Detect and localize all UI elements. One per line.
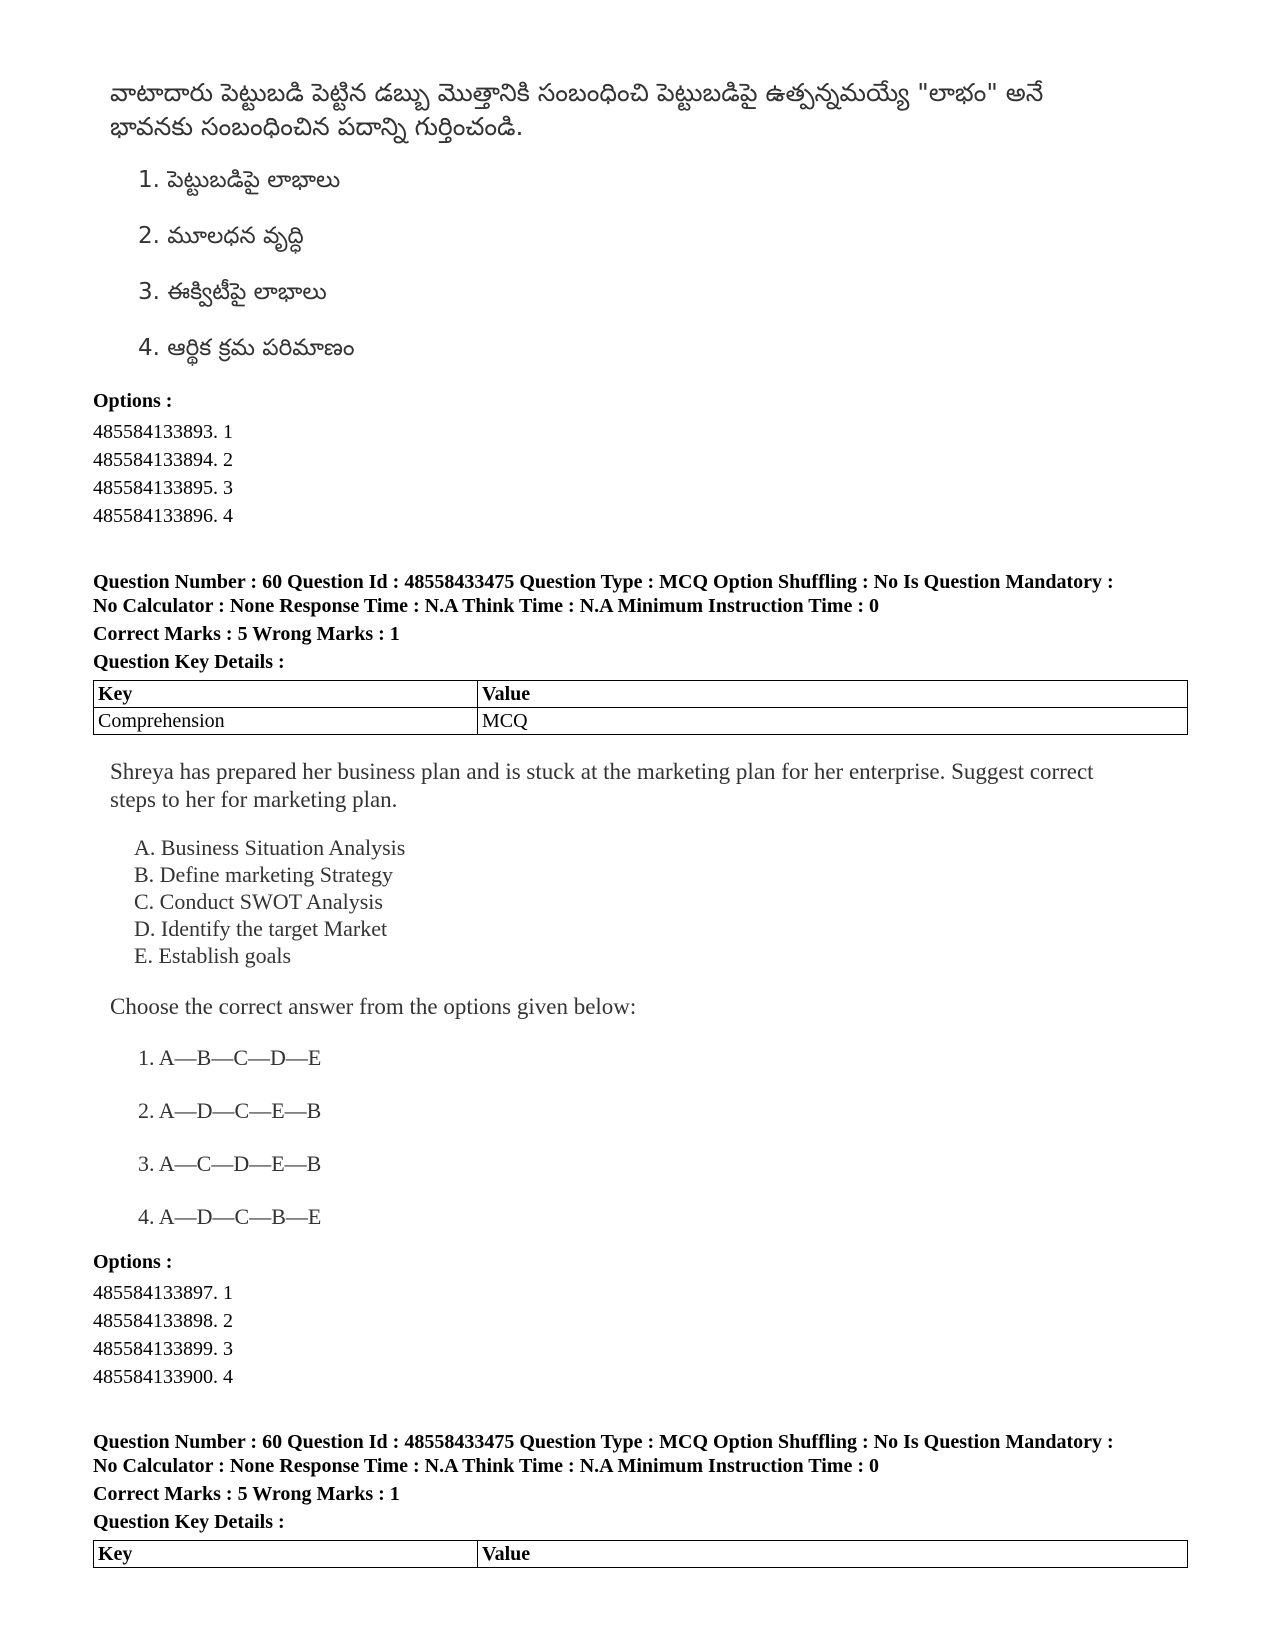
table-header-row [94,1541,1188,1568]
options-label: Options : [93,390,173,412]
telugu-choice-2: 2. మూలధన వృద్ధి [138,223,304,249]
option-item: 485584133896. 4 [93,505,233,527]
statement-item: C. Conduct SWOT Analysis [134,889,383,914]
option-item: 485584133897. 1 [93,1282,233,1304]
answer-instruction: Choose the correct answer from the options given below: [110,994,637,1019]
telugu-question-line-2: భావనకు సంబంధించిన పదాన్ని గుర్తించండి. [110,112,524,141]
option-item: 485584133894. 2 [93,449,233,471]
table-cell-value: MCQ [478,708,1188,735]
question-meta-line-2: No Calculator : None Response Time : N.A Think Time : N.A Minimum Instruction Time : 0 [93,595,879,617]
key-details-table [93,1540,1188,1568]
statement-item: E. Establish goals [134,943,292,968]
telugu-question-line-1: వాటాదారు పెట్టుబడి పెట్టిన డబ్బు మొత్తానికి సంబంధించి పెట్టుబడిపై ఉత్పన్నమయ్యే "లాభం" అనే [110,78,1044,107]
option-item: 485584133895. 3 [93,477,233,499]
question-meta-line-1: Question Number : 60 Question Id : 48558433475 Question Type : MCQ Option Shuffling : No Is Question Mandatory : [93,1431,1114,1453]
statement-list [134,834,405,969]
telugu-choice-3: 3. ఈక్విటీపై లాభాలు [138,279,327,305]
question-meta [93,1430,1114,1478]
options-list [93,418,233,530]
option-item: 485584133898. 2 [93,1310,233,1332]
question-meta-line-2: No Calculator : None Response Time : N.A Think Time : N.A Minimum Instruction Time : 0 [93,1455,879,1477]
key-details-table [93,680,1188,735]
english-question-line-2: steps to her for marketing plan. [110,787,398,812]
question-meta [93,570,1114,618]
answer-choice-3: 3. A—C—D—E—B [138,1151,322,1176]
table-row [94,708,1188,735]
answer-choice-4: 4. A—D—C—B—E [138,1204,322,1229]
english-question-line-1: Shreya has prepared her business plan and is stuck at the marketing plan for her enterprise. Suggest correct [110,759,1094,784]
answer-choice-2: 2. A—D—C—E—B [138,1098,322,1123]
marks-line: Correct Marks : 5 Wrong Marks : 1 [93,623,400,645]
statement-item: B. Define marketing Strategy [134,862,394,887]
option-item: 485584133900. 4 [93,1366,233,1388]
option-item: 485584133899. 3 [93,1338,233,1360]
table-header-key: Key [94,681,478,708]
english-question-text [110,758,1210,814]
telugu-question-text [110,76,1210,144]
question-meta-line-1: Question Number : 60 Question Id : 48558433475 Question Type : MCQ Option Shuffling : No Is Question Mandatory : [93,571,1114,593]
statement-item: A. Business Situation Analysis [134,835,406,860]
table-header-value: Value [478,1541,1188,1568]
marks-line: Correct Marks : 5 Wrong Marks : 1 [93,1483,400,1505]
table-header-key: Key [94,1541,478,1568]
key-details-label: Question Key Details : [93,1511,285,1533]
key-details-label: Question Key Details : [93,651,285,673]
telugu-choice-1: 1. పెట్టుబడిపై లాభాలు [138,167,341,193]
table-cell-key: Comprehension [94,708,478,735]
statement-item: D. Identify the target Market [134,916,388,941]
option-item: 485584133893. 1 [93,421,233,443]
options-list [93,1279,233,1391]
answer-choice-1: 1. A—B—C—D—E [138,1045,322,1070]
table-header-value: Value [478,681,1188,708]
options-label: Options : [93,1251,173,1273]
table-header-row [94,681,1188,708]
telugu-choice-4: 4. ఆర్థిక క్రమ పరిమాణం [138,335,355,361]
